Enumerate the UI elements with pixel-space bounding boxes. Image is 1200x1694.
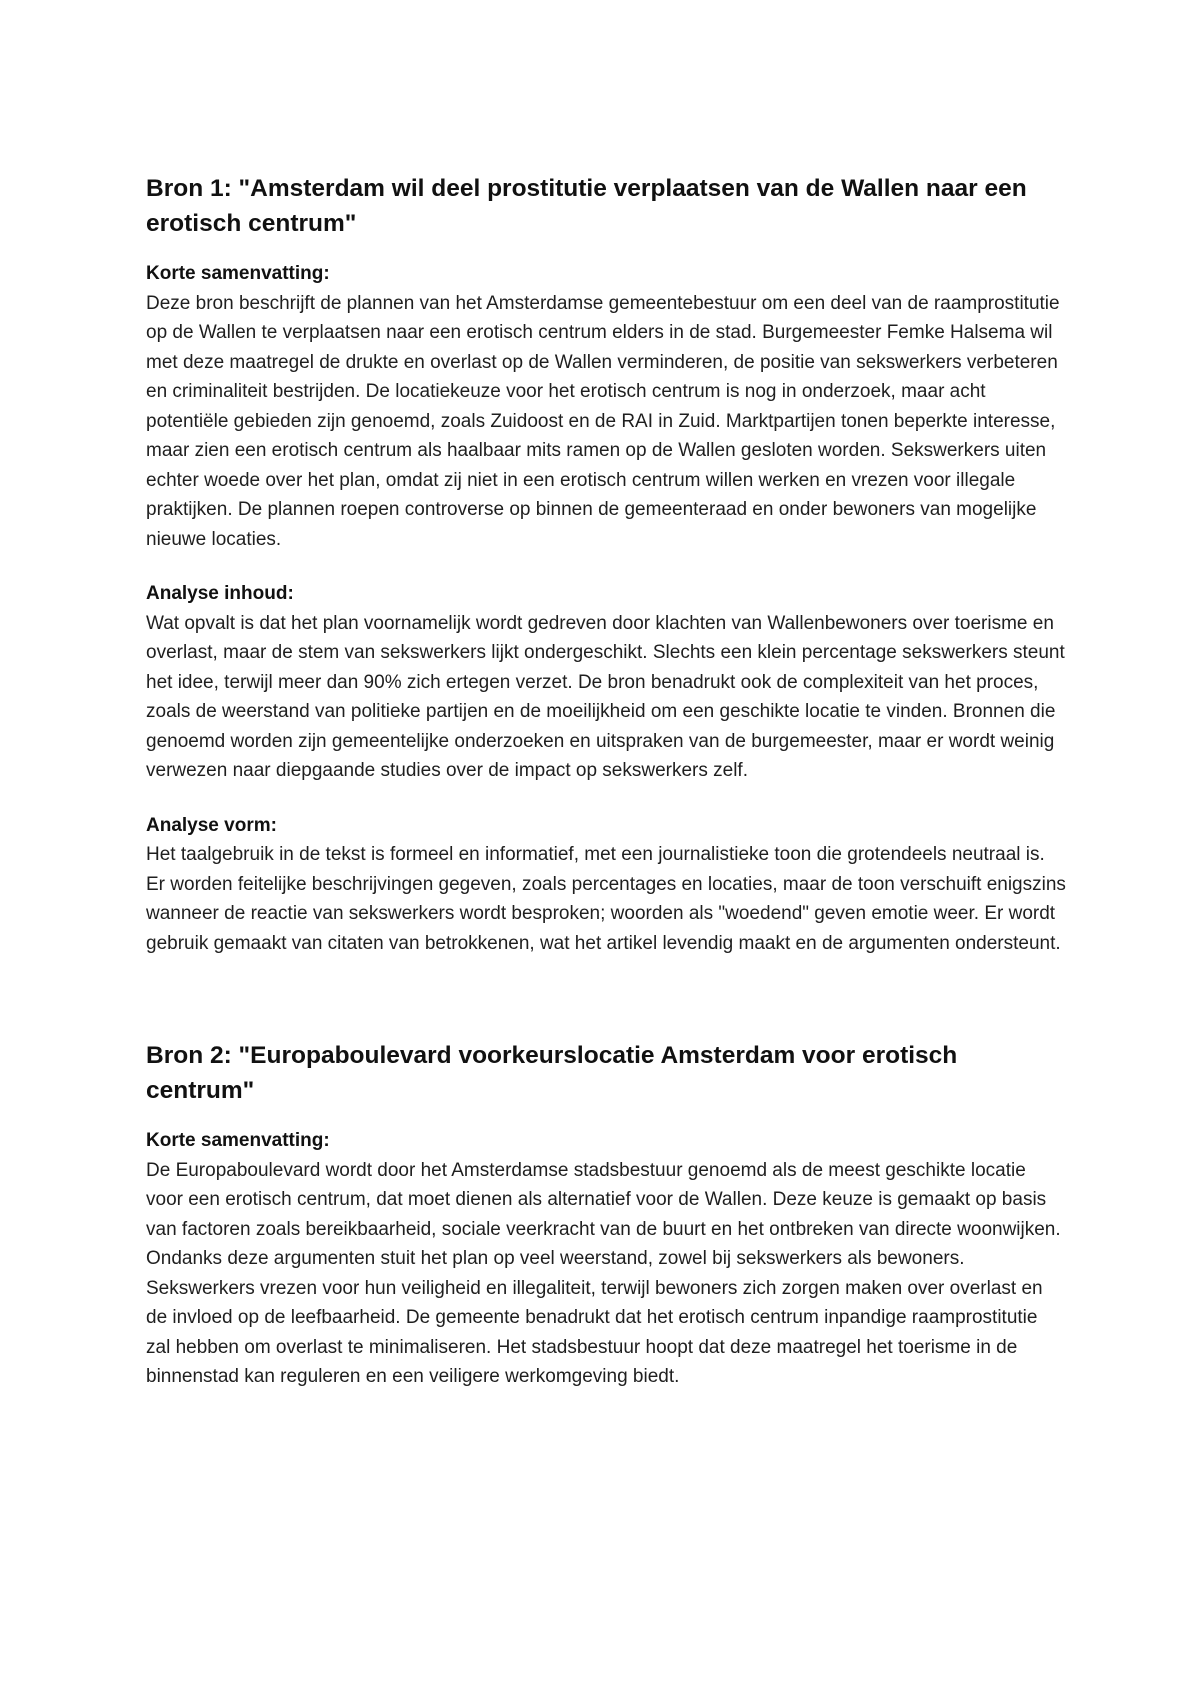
source-1-title: Bron 1: "Amsterdam wil deel prostitutie verplaatsen van de Wallen naar een erotisch centrum": [146, 175, 1027, 237]
section-text: Wat opvalt is dat het plan voornamelijk wordt gedreven door klachten van Wallenbewoners over toerisme en overlast, maar de stem van sekswerkers lijkt ondergeschikt. Slechts een klein percentage sekswerkers steunt het idee, terwijl meer dan 90% zich ertegen verzet. De bron benadrukt ook de complexiteit van het proces, zoals de weerstand van politieke partijen en de moeilijkheid om een geschikte locatie te vinden. Bronnen die genoemd worden zijn gemeentelijke onderzoeken en uitspraken van de burgemeester, maar er wordt weinig verwezen naar diepgaande studies over de impact op sekswerkers zelf.: [146, 612, 1065, 781]
source-1-content-analysis: [146, 579, 1066, 786]
source-2: [146, 1038, 1066, 1392]
section-text: Deze bron beschrijft de plannen van het Amsterdamse gemeentebestuur om een deel van de raamprostitutie op de Wallen te verplaatsen naar een erotisch centrum elders in de stad. Burgemeester Femke Halsema wil met deze maatregel de drukte en overlast op de Wallen verminderen, de positie van sekswerkers verbeteren en criminaliteit bestrijden. De locatiekeuze voor het erotisch centrum is nog in onderzoek, maar acht potentiële gebieden zijn genoemd, zoals Zuidoost en de RAI in Zuid. Marktpartijen tonen beperkte interesse, maar zien een erotisch centrum als haalbaar mits ramen op de Wallen gesloten worden. Sekswerkers uiten echter woede over het plan, omdat zij niet in een erotisch centrum willen werken en vrezen voor illegale praktijken. De plannen roepen controverse op binnen de gemeenteraad en onder bewoners van mogelijke nieuwe locaties.: [146, 292, 1060, 550]
document-page: [146, 171, 1066, 1392]
section-text: Het taalgebruik in de tekst is formeel en informatief, met een journalistieke toon die grotendeels neutraal is. Er worden feitelijke beschrijvingen gegeven, zoals percentages en locaties, maar de toon verschuift enigszins wanneer de reactie van sekswerkers wordt besproken; woorden als "woedend" geven emotie weer. Er wordt gebruik gemaakt van citaten van betrokkenen, wat het artikel levendig maakt en de argumenten ondersteunt.: [146, 844, 1066, 954]
source-1-summary: [146, 259, 1066, 554]
source-1: [146, 171, 1066, 958]
section-label: Korte samenvatting:: [146, 263, 330, 284]
section-label: Analyse inhoud:: [146, 583, 294, 604]
source-2-summary: [146, 1126, 1066, 1392]
source-1-form-analysis: [146, 811, 1066, 959]
section-label: Analyse vorm:: [146, 814, 277, 836]
section-text: De Europaboulevard wordt door het Amsterdamse stadsbestuur genoemd als de meest geschikte locatie voor een erotisch centrum, dat moet dienen als alternatief voor de Wallen. Deze keuze is gemaakt op basis van factoren zoals bereikbaarheid, sociale veerkracht van de buurt en het ontbreken van directe woonwijken. Ondanks deze argumenten stuit het plan op veel weerstand, zowel bij sekswerkers als bewoners. Sekswerkers vrezen voor hun veiligheid en illegaliteit, terwijl bewoners zich zorgen maken over overlast en de invloed op de leefbaarheid. De gemeente benadrukt dat het erotisch centrum inpandige raamprostitutie zal hebben om overlast te minimaliseren. Het stadsbestuur hoopt dat deze maatregel het toerisme in de binnenstad kan reguleren en een veiligere werkomgeving biedt.: [146, 1159, 1061, 1387]
section-label: Korte samenvatting:: [146, 1130, 330, 1151]
source-2-title: Bron 2: "Europaboulevard voorkeurslocatie Amsterdam voor erotisch centrum": [146, 1042, 958, 1104]
